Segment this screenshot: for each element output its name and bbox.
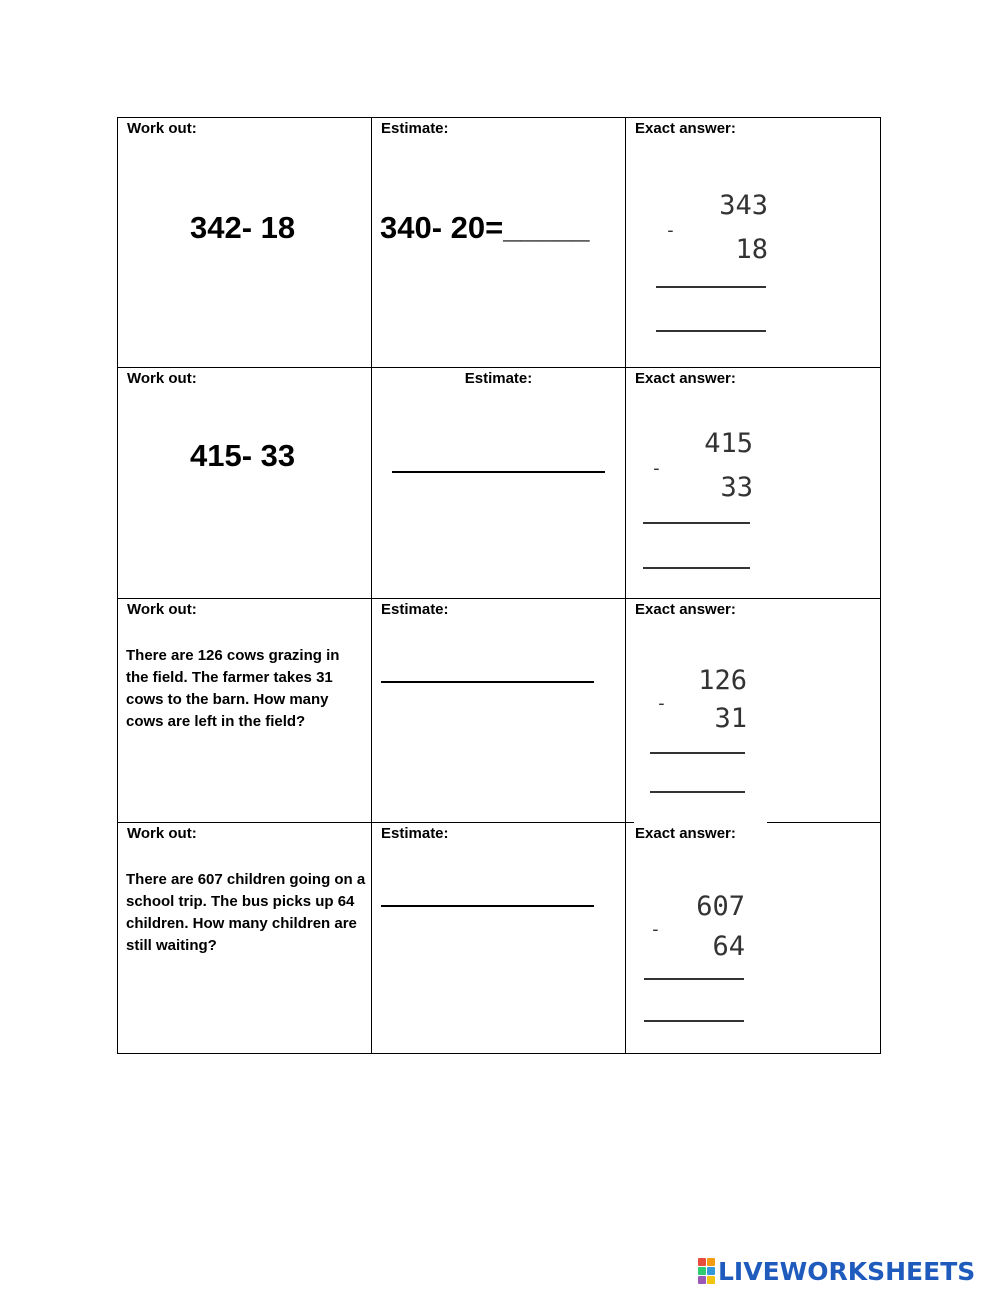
subtrahend: 33 — [720, 472, 753, 504]
logo-square — [707, 1258, 715, 1266]
exact-answer-cell — [626, 598, 881, 822]
answer-line[interactable] — [644, 1020, 744, 1022]
subtrahend: 31 — [714, 702, 747, 734]
estimate-cell — [372, 598, 626, 822]
liveworksheets-logo-icon — [698, 1258, 715, 1284]
logo-square — [698, 1267, 706, 1275]
brand-name: LIVEWORKSHEETS — [718, 1256, 976, 1286]
liveworksheets-brand — [698, 1257, 975, 1285]
estimate-answer-line[interactable] — [381, 681, 594, 683]
minus-sign: - — [665, 220, 676, 241]
exact-answer-cell — [626, 368, 881, 598]
subtraction-line — [650, 752, 745, 754]
exact-answer-label: Exact answer: — [635, 824, 736, 842]
estimate-cell — [372, 368, 626, 598]
subtraction-line — [644, 978, 744, 980]
work-out-cell — [118, 368, 372, 598]
problem-expression: 415- 33 — [190, 438, 296, 474]
subtraction-line — [643, 522, 750, 524]
worksheet-row-3 — [118, 598, 881, 822]
border-gap — [634, 815, 767, 825]
word-problem: There are 607 children going on a school trip. The bus picks up 64 children. How many children are still waiting? — [126, 870, 366, 954]
work-out-cell — [118, 822, 372, 1053]
answer-line[interactable] — [643, 567, 750, 569]
problem-expression: 342- 18 — [190, 210, 296, 245]
minuend: 415 — [704, 428, 753, 460]
work-out-cell — [118, 118, 372, 368]
estimate-answer-line[interactable] — [381, 905, 594, 907]
subtrahend: 64 — [712, 930, 745, 962]
exact-answer-cell — [626, 118, 881, 368]
estimate-label: Estimate: — [381, 824, 449, 842]
minus-sign: - — [650, 918, 661, 940]
minus-sign: - — [656, 692, 667, 714]
minus-sign: - — [651, 458, 662, 480]
minuend: 126 — [698, 664, 747, 696]
worksheet-row-1 — [118, 118, 881, 368]
logo-square — [698, 1276, 706, 1284]
work-out-cell — [118, 598, 372, 822]
exact-answer-cell — [626, 822, 881, 1053]
minuend: 343 — [719, 190, 768, 221]
worksheet-table — [117, 117, 881, 1054]
exact-answer-label: Exact answer: — [635, 120, 736, 137]
estimate-cell — [372, 822, 626, 1053]
exact-answer-label: Exact answer: — [635, 370, 736, 388]
estimate-cell — [372, 118, 626, 368]
work-out-label: Work out: — [127, 370, 197, 388]
logo-square — [707, 1267, 715, 1275]
subtraction-line — [656, 286, 766, 288]
work-out-label: Work out: — [127, 120, 197, 137]
worksheet-row-4 — [118, 822, 881, 1053]
logo-square — [698, 1258, 706, 1266]
minuend: 607 — [696, 890, 745, 922]
exact-answer-label: Exact answer: — [635, 600, 736, 618]
answer-line[interactable] — [650, 791, 745, 793]
estimate-expression: 340- 20=_____ — [380, 210, 590, 245]
logo-square — [707, 1276, 715, 1284]
estimate-answer-line[interactable] — [392, 471, 605, 473]
subtrahend: 18 — [735, 234, 768, 265]
estimate-label: Estimate: — [381, 600, 449, 618]
answer-line[interactable] — [656, 330, 766, 332]
worksheet-row-2 — [118, 368, 881, 598]
estimate-label: Estimate: — [464, 370, 533, 388]
estimate-label: Estimate: — [381, 120, 449, 137]
work-out-label: Work out: — [127, 824, 197, 842]
word-problem: There are 126 cows grazing in the field. The farmer takes 31 cows to the barn. How many cows are left in the field? — [126, 646, 340, 730]
work-out-label: Work out: — [127, 600, 197, 618]
